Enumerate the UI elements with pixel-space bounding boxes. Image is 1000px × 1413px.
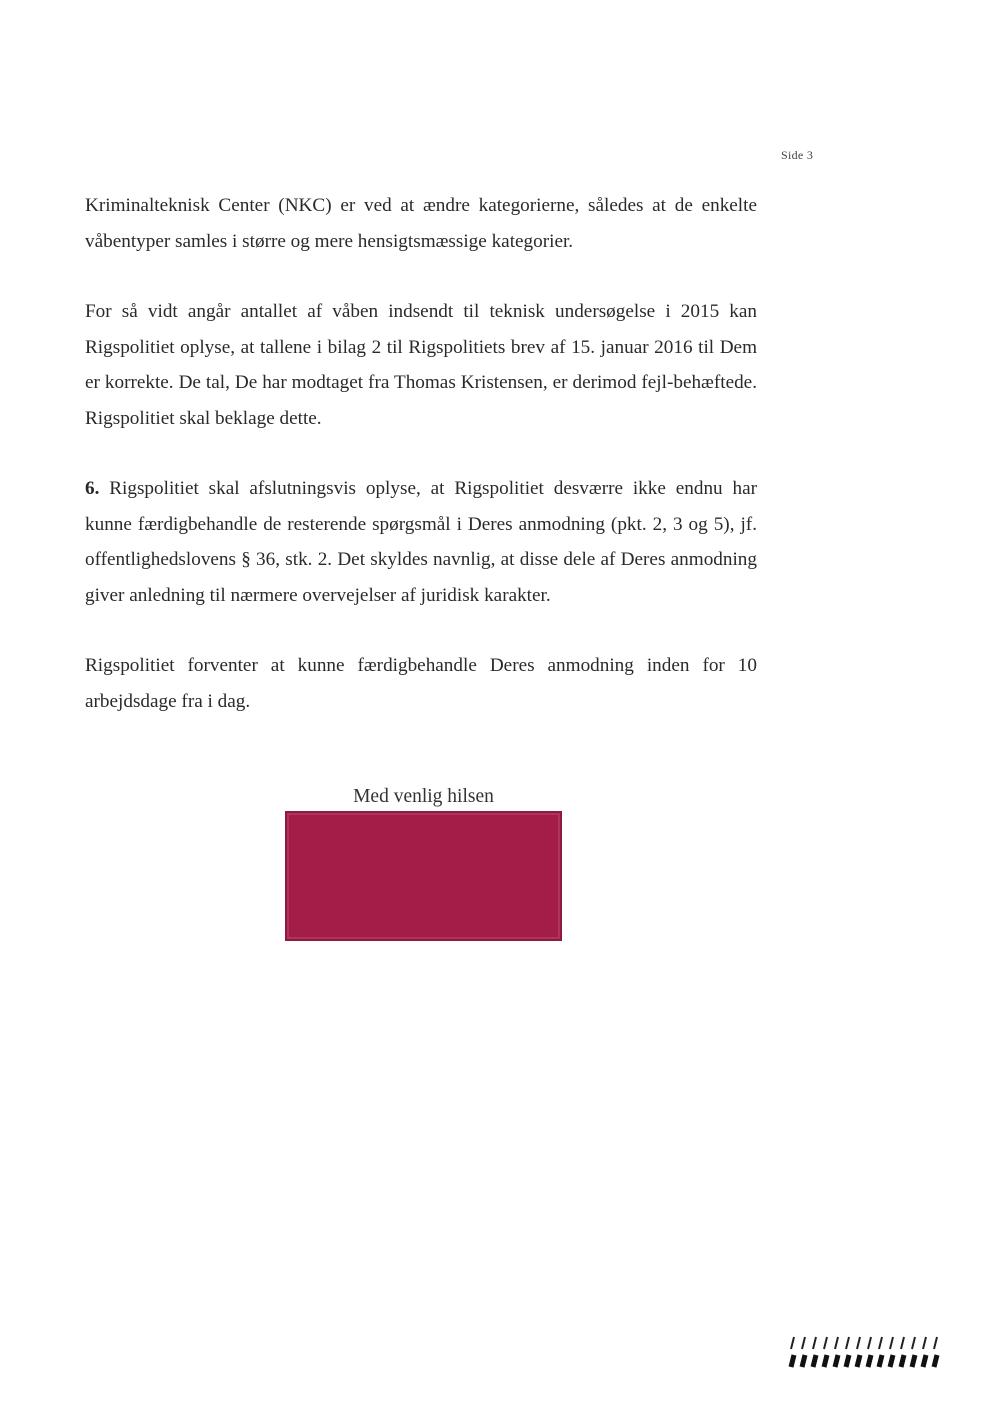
barcode-icon (788, 1336, 948, 1369)
paragraph-nkc-categories: Kriminalteknisk Center (NKC) er ved at ændre kategorierne, således at de enkelte våbentyper samles i større og mere hensigtsmæssige kategorier. (85, 195, 757, 252)
paragraph-point-6-text: Rigspolitiet skal afslutningsvis oplyse, at Rigspolitiet desværre ikke endnu har kunne færdigbehandle de resterende spørgsmål i Deres anmodning (pkt. 2, 3 og 5), jf. offentlighedslovens § 36, stk. 2. Det skyldes navnlig, at disse dele af Deres anmodning giver anledning til nærmere overvejelser af juridisk karakter. (85, 478, 757, 606)
barcode-bottom-row (791, 1355, 937, 1367)
paragraph-weapons-count: For så vidt angår antallet af våben indsendt til teknisk undersøgelse i 2015 kan Rigspolitiet oplyse, at tallene i bilag 2 til Rigspolitiets brev af 15. januar 2016 til Dem er korrekte. De tal, De har modtaget fra Thomas Kristensen, er derimod fejl-behæftede. Rigspolitiet skal beklage dette. (85, 301, 757, 429)
closing-salutation: Med venlig hilsen (353, 786, 494, 807)
paragraph-expected-completion: Rigspolitiet forventer at kunne færdigbehandle Deres anmodning inden for 10 arbejdsdage fra i dag. (85, 655, 757, 712)
paragraph-number: 6. (85, 478, 100, 499)
page-number: Side 3 (781, 148, 814, 162)
paragraph-point-6 (85, 471, 757, 613)
letter-body (85, 188, 757, 754)
redacted-signature-block (285, 811, 562, 941)
barcode-top-row (791, 1337, 937, 1349)
